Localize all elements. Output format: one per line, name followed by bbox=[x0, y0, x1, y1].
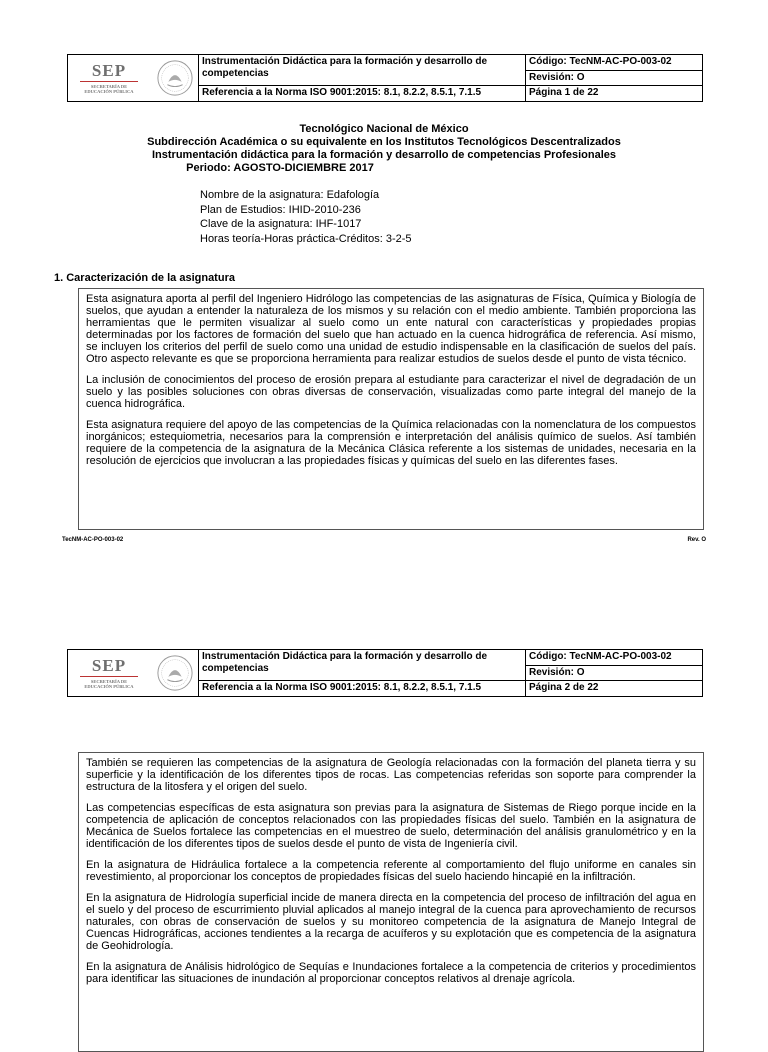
section-1-title: 1. Caracterización de la asignatura bbox=[54, 272, 235, 284]
pagina-cell: Página 1 de 22 bbox=[526, 86, 703, 102]
norma-cell: Referencia a la Norma ISO 9001:2015: 8.1, 8.2.2, 8.5.1, 7.1.5 bbox=[199, 681, 526, 697]
logo-cell bbox=[68, 55, 199, 102]
sep-logo-word: SEP bbox=[91, 656, 127, 675]
sep-logo-sub1: SECRETARÍA DE bbox=[90, 679, 128, 684]
sep-logo-sub2: EDUCACIÓN PÚBLICA bbox=[84, 89, 134, 94]
title-line-3: Instrumentación didáctica para la formación y desarrollo de competencias Profesionales bbox=[152, 149, 616, 161]
doc-title-cell: Instrumentación Didáctica para la formación y desarrollo de competencias bbox=[199, 55, 526, 86]
sep-logo bbox=[68, 62, 150, 94]
title-line-4: Periodo: AGOSTO-DICIEMBRE 2017 bbox=[186, 162, 374, 174]
page-2-paragraph: En la asignatura de Hidrología superficial incide de manera directa en la competencia del proceso de infiltración del agua en el suelo y del proceso de escurrimiento pluvial aplicados al manejo integral de la cuenca para aprovechamiento de recursos naturales, con obras de conservación de suelos y su monitoreo competencia de la asignatura de Manejo Integral de Cuencas Hidrográficas, acciones tendientes a la recarga de acuíferos y su explotación que es competencia de la asignatura de Geohidrología. bbox=[86, 892, 696, 952]
page-2-box bbox=[78, 752, 704, 1052]
section-1-paragraph: Esta asignatura requiere del apoyo de las competencias de la Química relacionadas con la nomenclatura de los compuestos inorgánicos; estequiometria, necesarios para la comprensión e interpretación del análisis químico de suelos. Así también requiere de la competencia de la asignatura de la Mecánica Clásica referente a los sistemas de unidades, necesaria en la resolución de ejercicios que involucran a las propiedades físicas y químicas del suelo en las diferentes fases. bbox=[86, 419, 696, 467]
codigo-cell: Código: TecNM-AC-PO-003-02 bbox=[526, 650, 703, 666]
revision-cell: Revisión: O bbox=[526, 70, 703, 86]
page2-header-table bbox=[67, 649, 703, 697]
section-1-box bbox=[78, 288, 704, 530]
title-line-2: Subdirección Académica o su equivalente en los Institutos Tecnológicos Descentralizados bbox=[147, 136, 621, 148]
section-1-paragraph: La inclusión de conocimientos del proceso de erosión prepara al estudiante para caracterizar el nivel de degradación de un suelo y las posibles soluciones con obras diversas de conservación, visualizadas como parte integral del manejo de la cuenca hidrográfica. bbox=[86, 374, 696, 410]
subject-key: Clave de la asignatura: IHF-1017 bbox=[200, 218, 362, 230]
logo-cell bbox=[68, 650, 199, 697]
hours-credits: Horas teoría-Horas práctica-Créditos: 3-2-5 bbox=[200, 232, 412, 245]
revision-cell: Revisión: O bbox=[526, 665, 703, 681]
section-1-paragraph: Esta asignatura aporta al perfil del Ingeniero Hidrólogo las competencias de las asignaturas de Física, Química y Biología de suelos, que ayudan a entender la naturaleza de los mismos y su relación con el medio ambiente. También proporciona las herramientas que le permiten visualizar al suelo como un ente natural con características y propiedades propias determinadas por los factores de formación del suelo que han actuado en la cuenca hidrográfica de referencia. Así mismo, se incluyen los criterios del perfil de suelo como una unidad de estudio indispensable en la clasificación de suelos del país. Otro aspecto relevante es que se proporciona herramienta para realizar estudios de suelos desde el punto de vista técnico. bbox=[86, 293, 696, 365]
subject-name: Nombre de la asignatura: Edafología bbox=[200, 189, 380, 201]
subject-meta bbox=[200, 188, 412, 246]
footer-revision: Rev. O bbox=[687, 537, 706, 543]
pagina-cell: Página 2 de 22 bbox=[526, 681, 703, 697]
study-plan: Plan de Estudios: IHID-2010-236 bbox=[200, 203, 361, 216]
footer-code: TecNM-AC-PO-003-02 bbox=[62, 537, 124, 543]
codigo-cell: Código: TecNM-AC-PO-003-02 bbox=[526, 55, 703, 71]
norma-cell: Referencia a la Norma ISO 9001:2015: 8.1, 8.2.2, 8.5.1, 7.1.5 bbox=[199, 86, 526, 102]
page1-header-table bbox=[67, 54, 703, 102]
sep-logo-word: SEP bbox=[91, 61, 127, 80]
sep-logo-sub1: SECRETARÍA DE bbox=[90, 84, 128, 89]
doc-title-cell: Instrumentación Didáctica para la formación y desarrollo de competencias bbox=[199, 650, 526, 681]
page-2-paragraph: También se requieren las competencias de la asignatura de Geología relacionadas con la formación del planeta tierra y su superficie y la identificación de los diferentes tipos de rocas. Las competencias referidas son soporte para comprender la estructura de la litosfera y el origen del suelo. bbox=[86, 757, 696, 793]
sep-logo bbox=[68, 657, 150, 689]
page-2-paragraph: En la asignatura de Hidráulica fortalece a la competencia referente al comportamiento del flujo uniforme en canales sin revestimiento, al proporcionar los conceptos de propiedades físicas del suelo haciendo hincapié en la infiltración. bbox=[86, 859, 696, 883]
page-2-paragraph: En la asignatura de Análisis hidrológico de Sequías e Inundaciones fortalece a la competencia de criterios y procedimientos para identificar las situaciones de inundación al proporcionar conceptos relativos al drenaje agrícola. bbox=[86, 961, 696, 985]
sep-logo-sub2: EDUCACIÓN PÚBLICA bbox=[84, 684, 134, 689]
national-seal-icon bbox=[156, 654, 194, 692]
national-seal-icon bbox=[156, 59, 194, 97]
title-line-1: Tecnológico Nacional de México bbox=[299, 123, 469, 135]
page-2-paragraph: Las competencias específicas de esta asignatura son previas para la asignatura de Sistemas de Riego porque incide en la competencia de aplicación de conceptos relacionados con las propiedades físicas del suelo. También en la asignatura de Mecánica de Suelos fortalece las competencias en el muestreo de suelo, determinación del análisis granulométrico y en la identificación de los diferentes tipos de suelos desde el punto de vista de Ingeniería civil. bbox=[86, 802, 696, 850]
